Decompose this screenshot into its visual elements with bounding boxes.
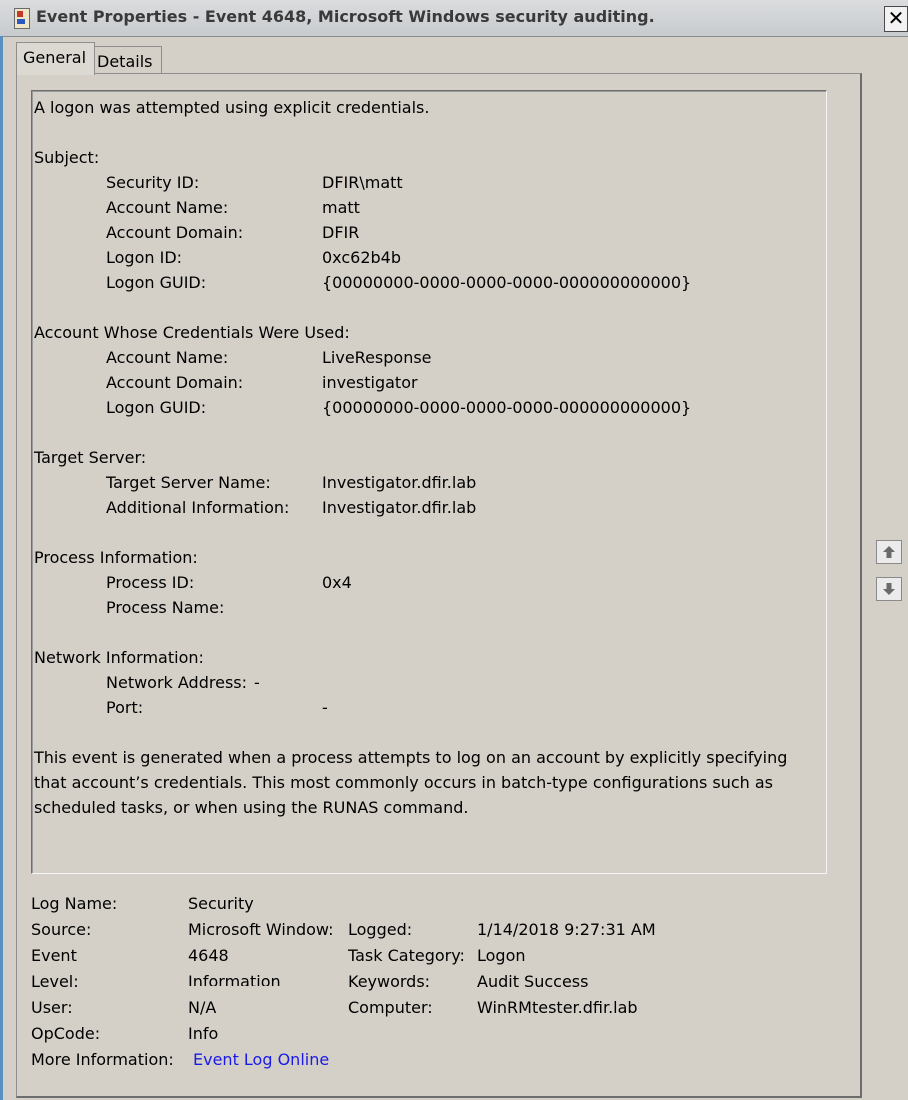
log-name-value: Security — [188, 894, 254, 913]
user-label: User: — [31, 998, 73, 1017]
field-value: matt — [322, 198, 360, 217]
title-bar — [0, 0, 908, 37]
event-log-online-link[interactable]: Event Log Online — [193, 1050, 330, 1069]
field-label: Additional Information: — [106, 498, 290, 517]
field-value: investigator — [322, 373, 418, 392]
field-label: Account Name: — [106, 198, 229, 217]
keywords-label: Keywords: — [348, 972, 431, 991]
field-value: 0x4 — [322, 573, 352, 592]
next-event-button[interactable] — [876, 577, 902, 601]
field-value: Investigator.dfir.lab — [322, 498, 477, 517]
computer-label: Computer: — [348, 998, 433, 1017]
computer-value: WinRMtester.dfir.lab — [477, 998, 638, 1017]
field-label: Account Domain: — [106, 373, 244, 392]
field-label: Process ID: — [106, 573, 195, 592]
window-left-edge — [0, 36, 3, 1100]
more-information-label: More Information: — [31, 1050, 174, 1069]
event-description-box[interactable] — [31, 90, 827, 874]
tab-general[interactable]: General — [16, 42, 95, 75]
logged-label: Logged: — [348, 920, 413, 939]
level-label: Level: — [31, 972, 79, 991]
description-headline: A logon was attempted using explicit credentials. — [34, 98, 430, 117]
event-id-value: 4648 — [188, 946, 229, 965]
field-label: Process Name: — [106, 598, 225, 617]
close-button[interactable] — [884, 6, 908, 32]
field-label: Port: — [106, 698, 144, 717]
event-viewer-app-icon — [14, 8, 30, 29]
event-id-label: Event — [31, 946, 77, 965]
section-heading-network: Network Information: — [34, 648, 204, 667]
source-value: Microsoft Window: — [188, 920, 334, 939]
opcode-label: OpCode: — [31, 1024, 101, 1043]
field-label: Logon GUID: — [106, 273, 207, 292]
arrow-up-icon — [882, 545, 896, 559]
field-label: Target Server Name: — [106, 473, 271, 492]
keywords-value: Audit Success — [477, 972, 589, 991]
section-heading-credentials: Account Whose Credentials Were Used: — [34, 323, 350, 342]
field-label: Account Domain: — [106, 223, 244, 242]
field-value: DFIR\matt — [322, 173, 403, 192]
user-value: N/A — [188, 998, 217, 1017]
field-value: 0xc62b4b — [322, 248, 402, 267]
field-label: Logon ID: — [106, 248, 183, 267]
logged-value: 1/14/2018 9:27:31 AM — [477, 920, 656, 939]
description-footer: This event is generated when a process attempts to log on an account by explicitly specifying that account’s credentials. This most commonly occurs in batch-type configurations such as scheduled tasks, or when using the RUNAS command. — [34, 748, 788, 817]
log-name-label: Log Name: — [31, 894, 118, 913]
task-category-value: Logon — [477, 946, 526, 965]
window-title: Event Properties - Event 4648, Microsoft Windows security auditing. — [36, 7, 655, 26]
field-label: Logon GUID: — [106, 398, 207, 417]
arrow-down-icon — [882, 582, 896, 596]
field-value: - — [322, 698, 328, 717]
field-value: Investigator.dfir.lab — [322, 473, 477, 492]
field-label: Network Address: — [106, 673, 247, 692]
field-value: DFIR — [322, 223, 360, 242]
tab-details[interactable]: Details — [90, 46, 162, 77]
level-value: Information — [188, 972, 281, 986]
field-value: {00000000-0000-0000-0000-000000000000} — [322, 273, 692, 292]
field-label: Account Name: — [106, 348, 229, 367]
close-icon: ✕ — [887, 6, 905, 30]
field-value: {00000000-0000-0000-0000-000000000000} — [322, 398, 692, 417]
opcode-value: Info — [188, 1024, 219, 1043]
previous-event-button[interactable] — [876, 540, 902, 564]
section-heading-target-server: Target Server: — [34, 448, 147, 467]
source-label: Source: — [31, 920, 92, 939]
field-value: - — [254, 673, 260, 692]
section-heading-process: Process Information: — [34, 548, 198, 567]
field-value: LiveResponse — [322, 348, 432, 367]
task-category-label: Task Category: — [348, 946, 465, 965]
section-heading-subject: Subject: — [34, 148, 100, 167]
field-label: Security ID: — [106, 173, 200, 192]
